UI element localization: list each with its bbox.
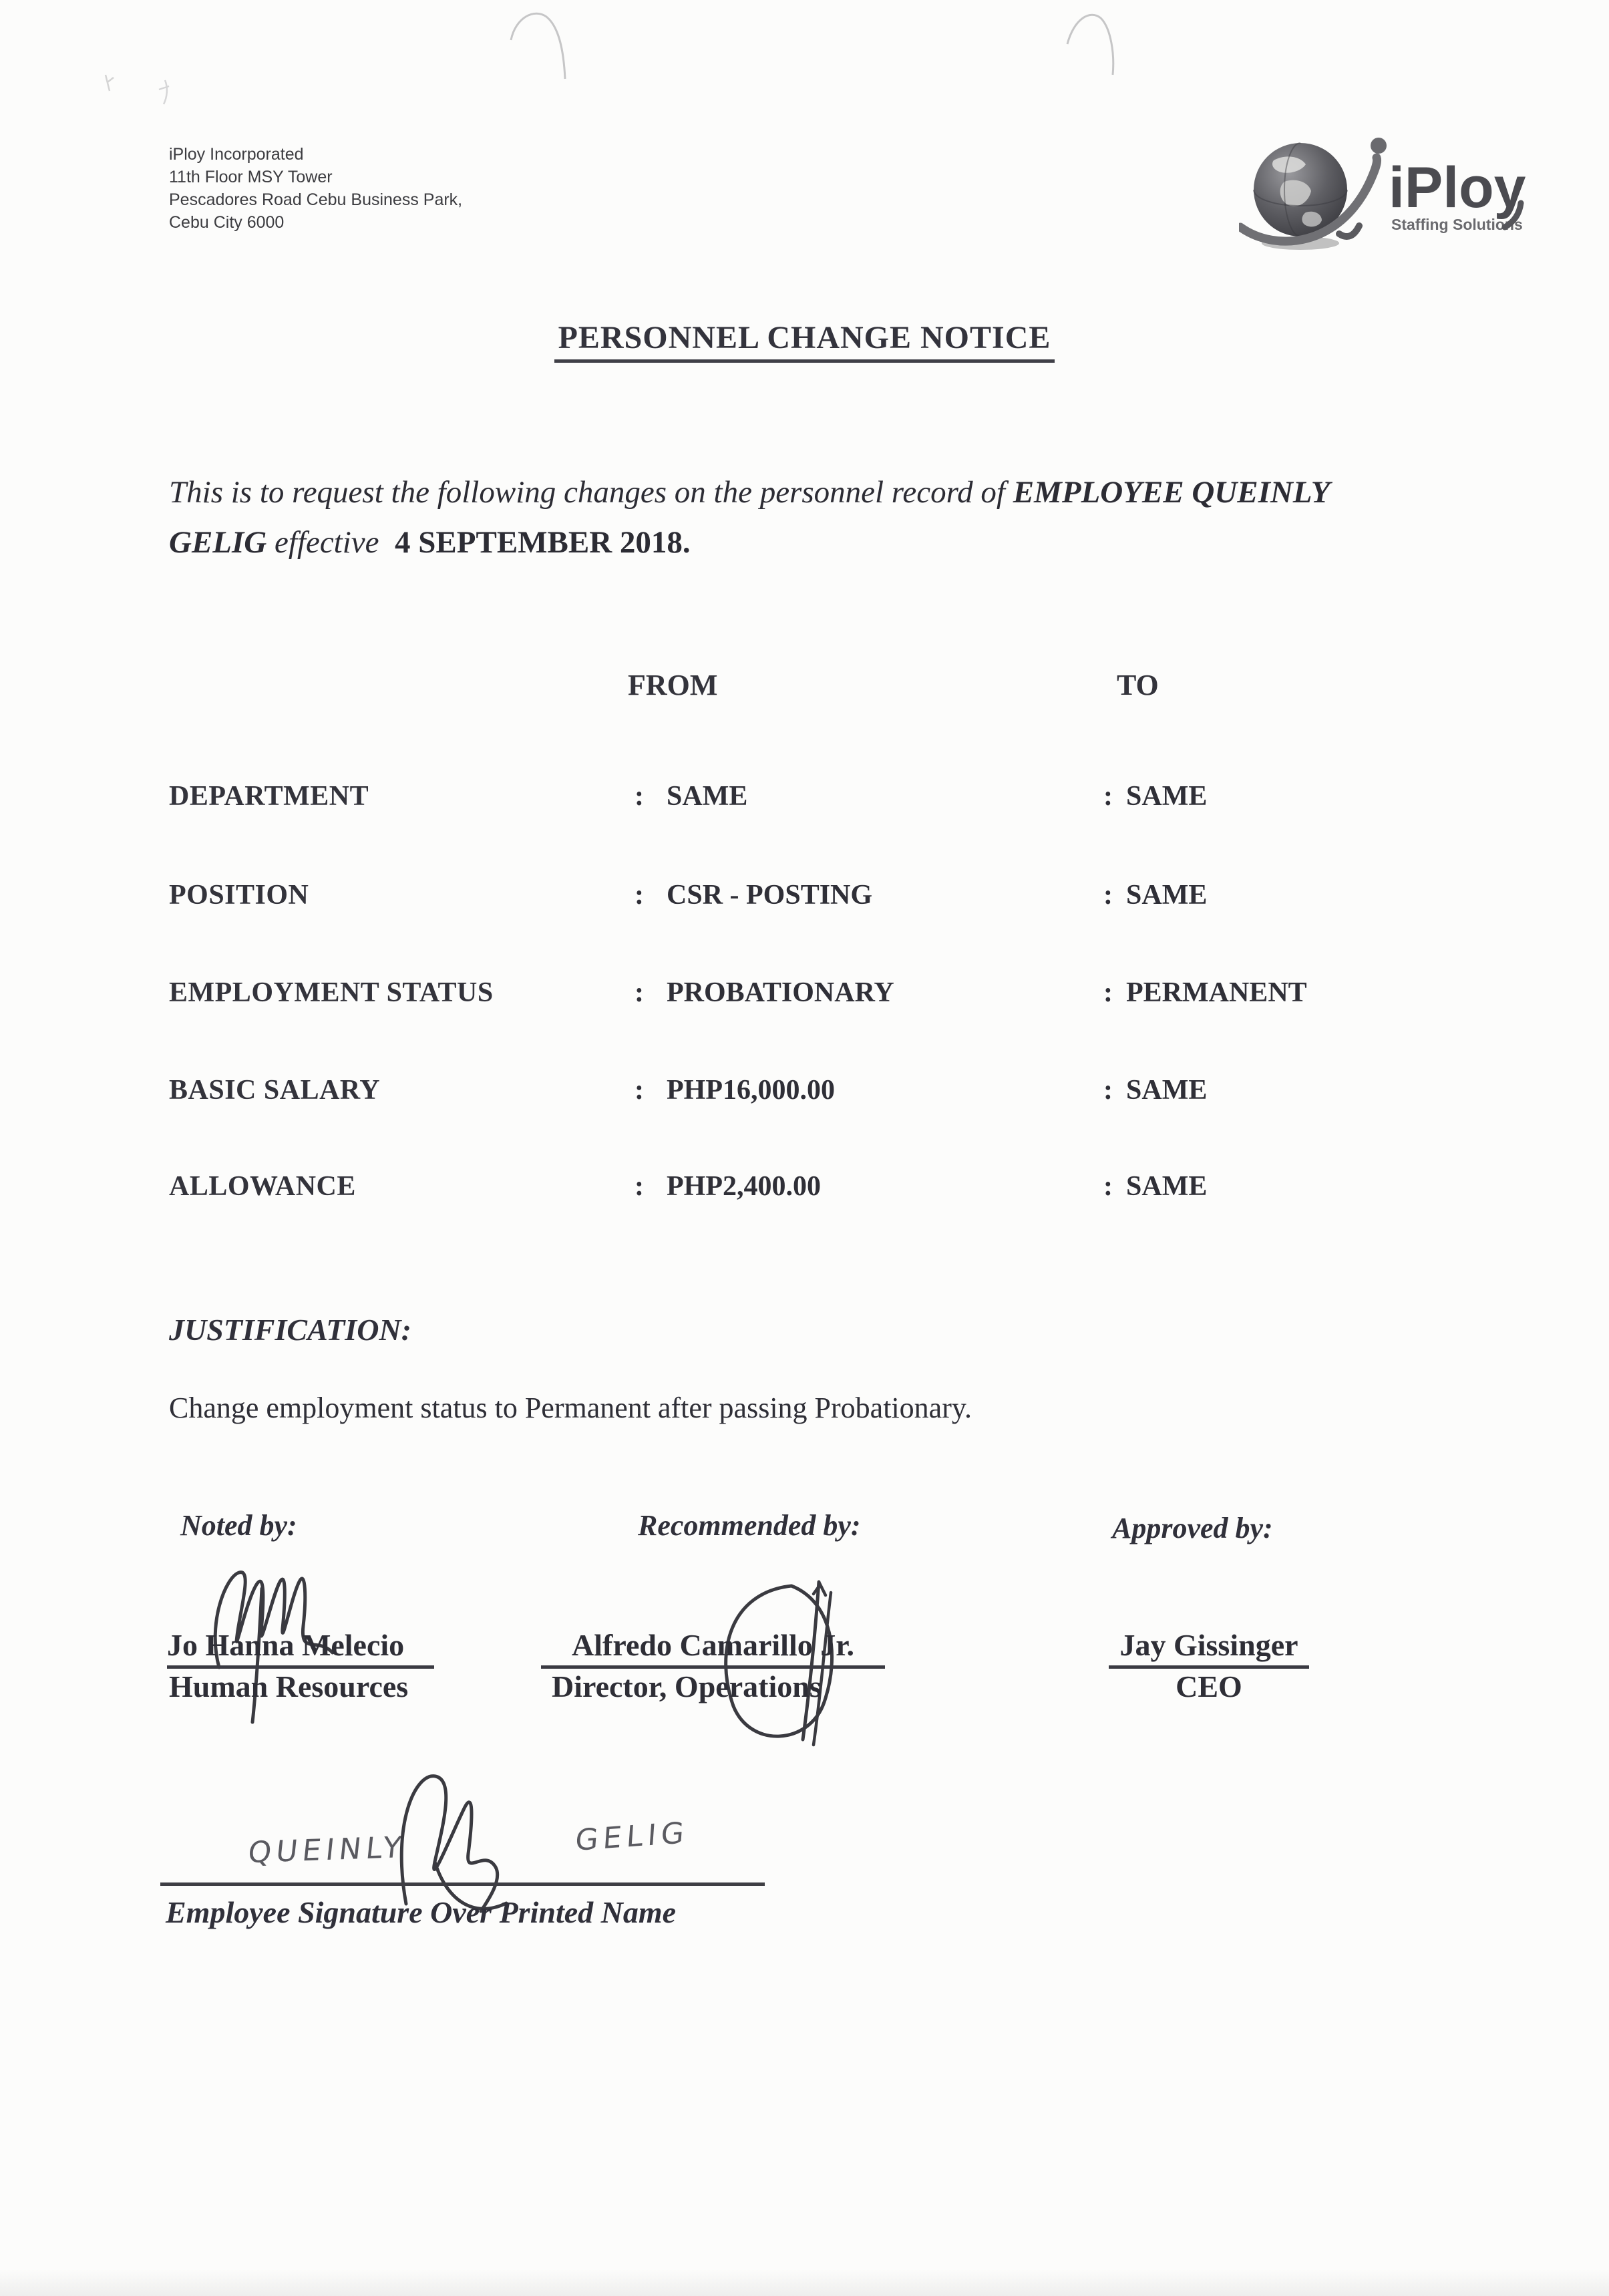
scan-artifact-arcs xyxy=(0,0,1609,134)
recommended-by-name: Alfredo Camarillo Jr. xyxy=(541,1627,885,1669)
effective-date: 4 SEPTEMBER 2018. xyxy=(387,525,691,560)
company-address-block xyxy=(169,143,462,234)
table-row-department xyxy=(0,780,1609,820)
to-column-header: TO xyxy=(1117,669,1159,701)
employee-name-part2: GELIG xyxy=(169,525,267,560)
recommended-by-label: Recommended by: xyxy=(638,1509,861,1542)
colon: : xyxy=(1103,977,1113,1008)
logo-brand-text: iPloy xyxy=(1389,156,1526,220)
employee-signature-line xyxy=(160,1882,765,1886)
recommended-by-title: Director, Operations xyxy=(552,1669,822,1703)
row-to-value: : SAME xyxy=(1103,880,1208,911)
row-from-value: : CSR - POSTING xyxy=(635,880,873,911)
approved-by-title: CEO xyxy=(1176,1669,1242,1703)
noted-by-label: Noted by: xyxy=(180,1509,297,1542)
table-row-employment-status xyxy=(0,977,1609,1017)
intro-paragraph xyxy=(169,468,1498,568)
colon: : xyxy=(635,1075,644,1106)
colon: : xyxy=(635,781,644,812)
row-from-value: : PHP16,000.00 xyxy=(635,1075,835,1106)
table-row-position xyxy=(0,879,1609,919)
colon: : xyxy=(635,880,644,911)
row-label: ALLOWANCE xyxy=(169,1171,356,1202)
row-to-value: : SAME xyxy=(1103,781,1208,812)
row-from-value: : PHP2,400.00 xyxy=(635,1171,821,1202)
noted-by-title: Human Resources xyxy=(169,1669,409,1703)
row-label: DEPARTMENT xyxy=(169,781,369,812)
effective-word: effective xyxy=(266,525,387,560)
employee-signature-caption: Employee Signature Over Printed Name xyxy=(166,1895,677,1929)
intro-text: This is to request the following changes on the personnel record of xyxy=(169,475,1013,510)
document-title: PERSONNEL CHANGE NOTICE xyxy=(554,319,1055,363)
justification-text: Change employment status to Permanent after passing Probationary. xyxy=(169,1391,972,1424)
address-line-city: Cebu City 6000 xyxy=(169,213,285,232)
intro-line-1 xyxy=(169,468,1498,518)
intro-line-2 xyxy=(169,518,1498,568)
scan-bottom-shade xyxy=(0,2269,1609,2296)
employee-name-part1: EMPLOYEE QUEINLY xyxy=(1013,475,1330,510)
globe-swoosh-icon xyxy=(1239,128,1526,259)
row-from-value: : SAME xyxy=(635,781,748,812)
from-column-header: FROM xyxy=(628,669,718,701)
address-line-street: Pescadores Road Cebu Business Park, xyxy=(169,190,463,209)
colon: : xyxy=(635,977,644,1008)
colon: : xyxy=(1103,1075,1113,1106)
row-to-value: : SAME xyxy=(1103,1075,1208,1106)
address-line-floor: 11th Floor MSY Tower xyxy=(169,168,333,186)
colon: : xyxy=(1103,781,1113,812)
row-to-value: : PERMANENT xyxy=(1103,977,1307,1008)
iploy-logo xyxy=(1239,128,1526,259)
row-label: BASIC SALARY xyxy=(169,1075,381,1106)
colon: : xyxy=(635,1171,644,1202)
table-row-basic-salary xyxy=(0,1074,1609,1114)
colon: : xyxy=(1103,880,1113,911)
logo-tagline-text: Staffing Solutions xyxy=(1391,216,1523,233)
justification-heading: JUSTIFICATION: xyxy=(169,1313,411,1347)
employee-handwritten-last-name: GELIG xyxy=(574,1816,690,1858)
row-from-value: : PROBATIONARY xyxy=(635,977,894,1008)
row-to-value: : SAME xyxy=(1103,1171,1208,1202)
company-name: iPloy Incorporated xyxy=(169,145,304,164)
row-label: EMPLOYMENT STATUS xyxy=(169,977,494,1008)
employee-handwritten-first-name: QUEINLY xyxy=(246,1830,408,1870)
row-label: POSITION xyxy=(169,880,309,911)
table-row-allowance xyxy=(0,1170,1609,1210)
approved-by-name: Jay Gissinger xyxy=(1109,1627,1309,1669)
document-title-row xyxy=(0,319,1609,363)
noted-by-name: Jo Hanna Melecio xyxy=(167,1627,434,1669)
approved-by-label: Approved by: xyxy=(1112,1512,1273,1544)
colon: : xyxy=(1103,1171,1113,1202)
